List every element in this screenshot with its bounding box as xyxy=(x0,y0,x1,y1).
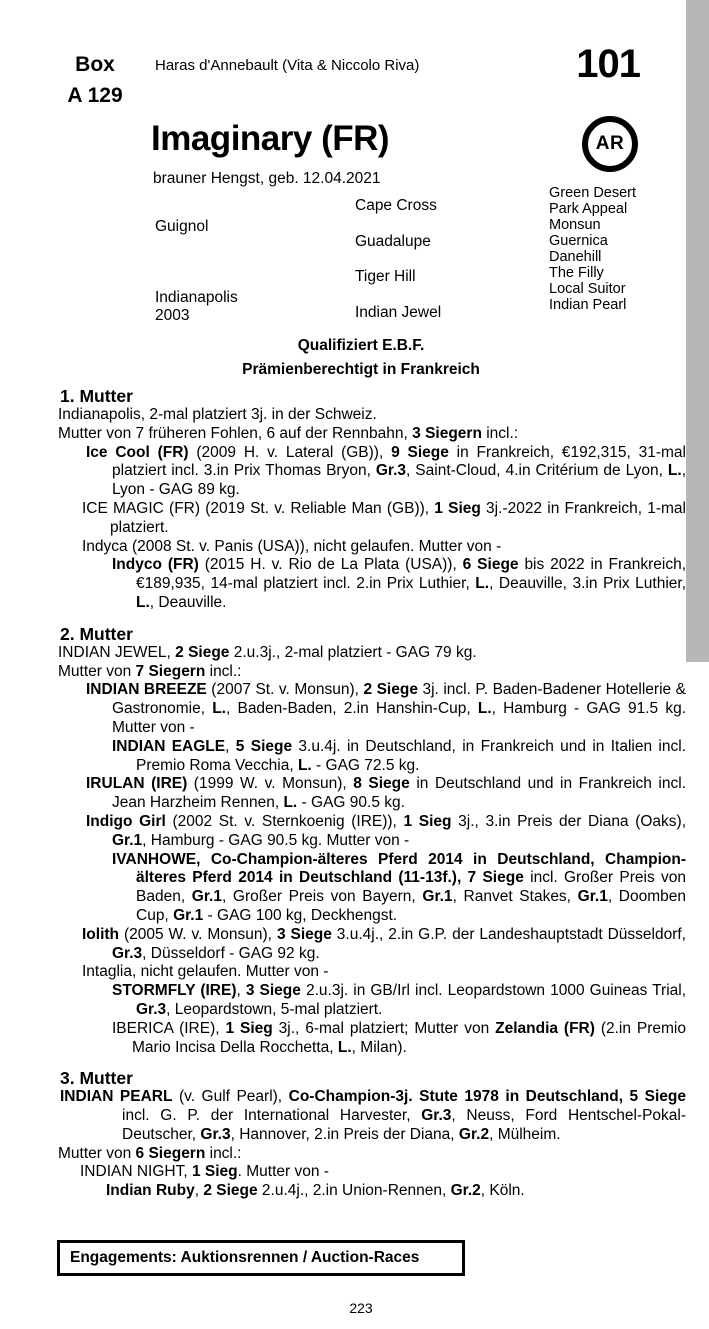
pedigree-sire-name: Guignol xyxy=(155,218,209,235)
pedigree-paragraph: ICE MAGIC (FR) (2019 St. v. Reliable Man (GB)), 1 Sieg 3j.-2022 in Frankreich, 1-mal platziert. xyxy=(82,499,686,536)
pedigree-dam-block xyxy=(155,289,238,325)
engagements-box xyxy=(57,1240,465,1276)
pedigree-gen3-item: Green Desert xyxy=(549,185,637,201)
pedigree-paragraph: IRULAN (IRE) (1999 W. v. Monsun), 8 Siege in Deutschland und in Frankreich incl. Jean Harzheim Rennen, L. - GAG 90.5 kg. xyxy=(86,775,686,812)
pedigree-dam-year: 2003 xyxy=(155,307,190,324)
pedigree-paragraph: STORMFLY (IRE), 3 Siege 2.u.3j. in GB/Irl incl. Leopardstown 1000 Guineas Trial, Gr.3, Leopardstown, 5-mal platziert. xyxy=(112,982,687,1018)
box-label: Box xyxy=(75,53,115,76)
pedigree-paragraph: Indyco (FR) (2015 H. v. Rio de La Plata (USA)), 6 Siege bis 2022 in Frankreich, €189,935, 14-mal platziert incl. 2.in Prix Luthier, L., Deauville, 3.in Prix Luthier, L., Deauville. xyxy=(112,556,687,611)
pedigree-gen2-item: Guadalupe xyxy=(355,233,431,250)
pedigree-paragraph: Indyca (2008 St. v. Panis (USA)), nicht gelaufen. Mutter von - xyxy=(82,537,502,555)
scrollbar-thumb[interactable] xyxy=(686,0,709,662)
box-number: A 129 xyxy=(67,84,123,107)
pedigree-gen3-item: Guernica xyxy=(549,233,608,249)
engagements-label: Engagements: Auktionsrennen / Auction-Races xyxy=(70,1249,420,1266)
pedigree-paragraph: INDIAN JEWEL, 2 Siege 2.u.3j., 2-mal platziert - GAG 79 kg. xyxy=(58,643,477,661)
pedigree-paragraph: INDIAN NIGHT, 1 Sieg. Mutter von - xyxy=(80,1163,329,1181)
consignor-name: Haras d'Annebault (Vita & Niccolo Riva) xyxy=(155,57,420,74)
auction-badge xyxy=(582,116,638,172)
pedigree-paragraph: Mutter von 7 früheren Fohlen, 6 auf der Rennbahn, 3 Siegern incl.: xyxy=(58,424,519,442)
pedigree-paragraph: Iolith (2005 W. v. Monsun), 3 Siege 3.u.4j., 2.in G.P. der Landeshauptstadt Düsseldorf, Gr.3, Düsseldorf - GAG 92 kg. xyxy=(82,925,686,962)
pedigree-paragraph: INDIAN BREEZE (2007 St. v. Monsun), 2 Siege 3j. incl. P. Baden-Badener Hotellerie & Gastronomie, L., Baden-Baden, 2.in Hanshin-Cup, L., Hamburg - GAG 91.5 kg. Mutter von - xyxy=(86,681,686,736)
catalog-sections xyxy=(36,386,686,1201)
qualification-ebf: Qualifiziert E.B.F. xyxy=(297,337,425,354)
pedigree-paragraph: IBERICA (IRE), 1 Sieg 3j., 6-mal platziert; Mutter von Zelandia (FR) (2.in Premio Mario Incisa Della Rocchetta, L., Milan). xyxy=(112,1019,686,1056)
box-block xyxy=(50,49,140,111)
pedigree-paragraph: Mutter von 6 Siegern incl.: xyxy=(58,1144,242,1162)
auction-badge-label: AR xyxy=(595,133,625,154)
pedigree-dam-name: Indianapolis xyxy=(155,289,238,306)
pedigree-gen2-item: Tiger Hill xyxy=(355,268,416,285)
pedigree-paragraph: Ice Cool (FR) (2009 H. v. Lateral (GB)), 9 Siege in Frankreich, €192,315, 31-mal platziert incl. 3.in Prix Thomas Bryon, Gr.3, Saint-Cloud, 4.in Critérium de Lyon, L., Lyon - GAG 89 kg. xyxy=(86,443,686,499)
section-title: 2. Mutter xyxy=(60,623,133,644)
premium-eligibility: Prämienberechtigt in Frankreich xyxy=(242,361,480,378)
pedigree-paragraph: Indianapolis, 2-mal platziert 3j. in der Schweiz. xyxy=(58,406,377,423)
pedigree-gen3-item: Danehill xyxy=(549,249,602,265)
horse-details: brauner Hengst, geb. 12.04.2021 xyxy=(153,170,381,187)
pedigree-gen2-item: Indian Jewel xyxy=(355,304,442,321)
pedigree-gen3-item: The Filly xyxy=(549,265,604,281)
pedigree-gen3-item: Park Appeal xyxy=(549,201,628,217)
section-title: 1. Mutter xyxy=(60,386,133,406)
pedigree-gen3-item: Monsun xyxy=(549,217,601,233)
pedigree-gen2-item: Cape Cross xyxy=(355,197,437,214)
pedigree-paragraph: Indigo Girl (2002 St. v. Sternkoenig (IRE)), 1 Sieg 3j., 3.in Preis der Diana (Oaks), Gr.1, Hamburg - GAG 90.5 kg. Mutter von - xyxy=(86,812,686,849)
pedigree-paragraph: IVANHOWE, Co-Champion-älteres Pferd 2014 in Deutschland, Champion-älteres Pferd 2014 in Deutschland (11-13f.), 7 Siege incl. Großer Preis von Baden, Gr.1, Großer Preis von Bayern, Gr.1, Ranvet Stakes, Gr.1, Doomben Cup, Gr.1 - GAG 100 kg, Deckhengst. xyxy=(112,850,687,924)
pedigree-paragraph: Intaglia, nicht gelaufen. Mutter von - xyxy=(82,963,329,981)
horse-title: Imaginary (FR) xyxy=(151,119,390,158)
pedigree-gen3-item: Local Suitor xyxy=(549,281,626,297)
lot-number: 101 xyxy=(576,42,640,86)
pedigree-paragraph: Mutter von 7 Siegern incl.: xyxy=(58,662,242,680)
pedigree-paragraph: INDIAN EAGLE, 5 Siege 3.u.4j. in Deutschland, in Frankreich und in Italien incl. Premio Roma Vecchia, L. - GAG 72.5 kg. xyxy=(112,737,686,774)
section-title: 3. Mutter xyxy=(60,1068,133,1089)
pedigree-paragraph: Indian Ruby, 2 Siege 2.u.4j., 2.in Union-Rennen, Gr.2, Köln. xyxy=(106,1182,525,1200)
pedigree-paragraph: INDIAN PEARL (v. Gulf Pearl), Co-Champion-3j. Stute 1978 in Deutschland, 5 Siege incl. G. P. der International Harvester, Gr.3, Neuss, Ford Hentschel-Pokal-Deutscher, Gr.3, Hannover, 2.in Preis der Diana, Gr.2, Mülheim. xyxy=(60,1088,686,1143)
page-number: 223 xyxy=(349,1300,373,1316)
pedigree-gen3-column xyxy=(549,185,636,313)
pedigree-gen3-item: Indian Pearl xyxy=(549,297,627,313)
